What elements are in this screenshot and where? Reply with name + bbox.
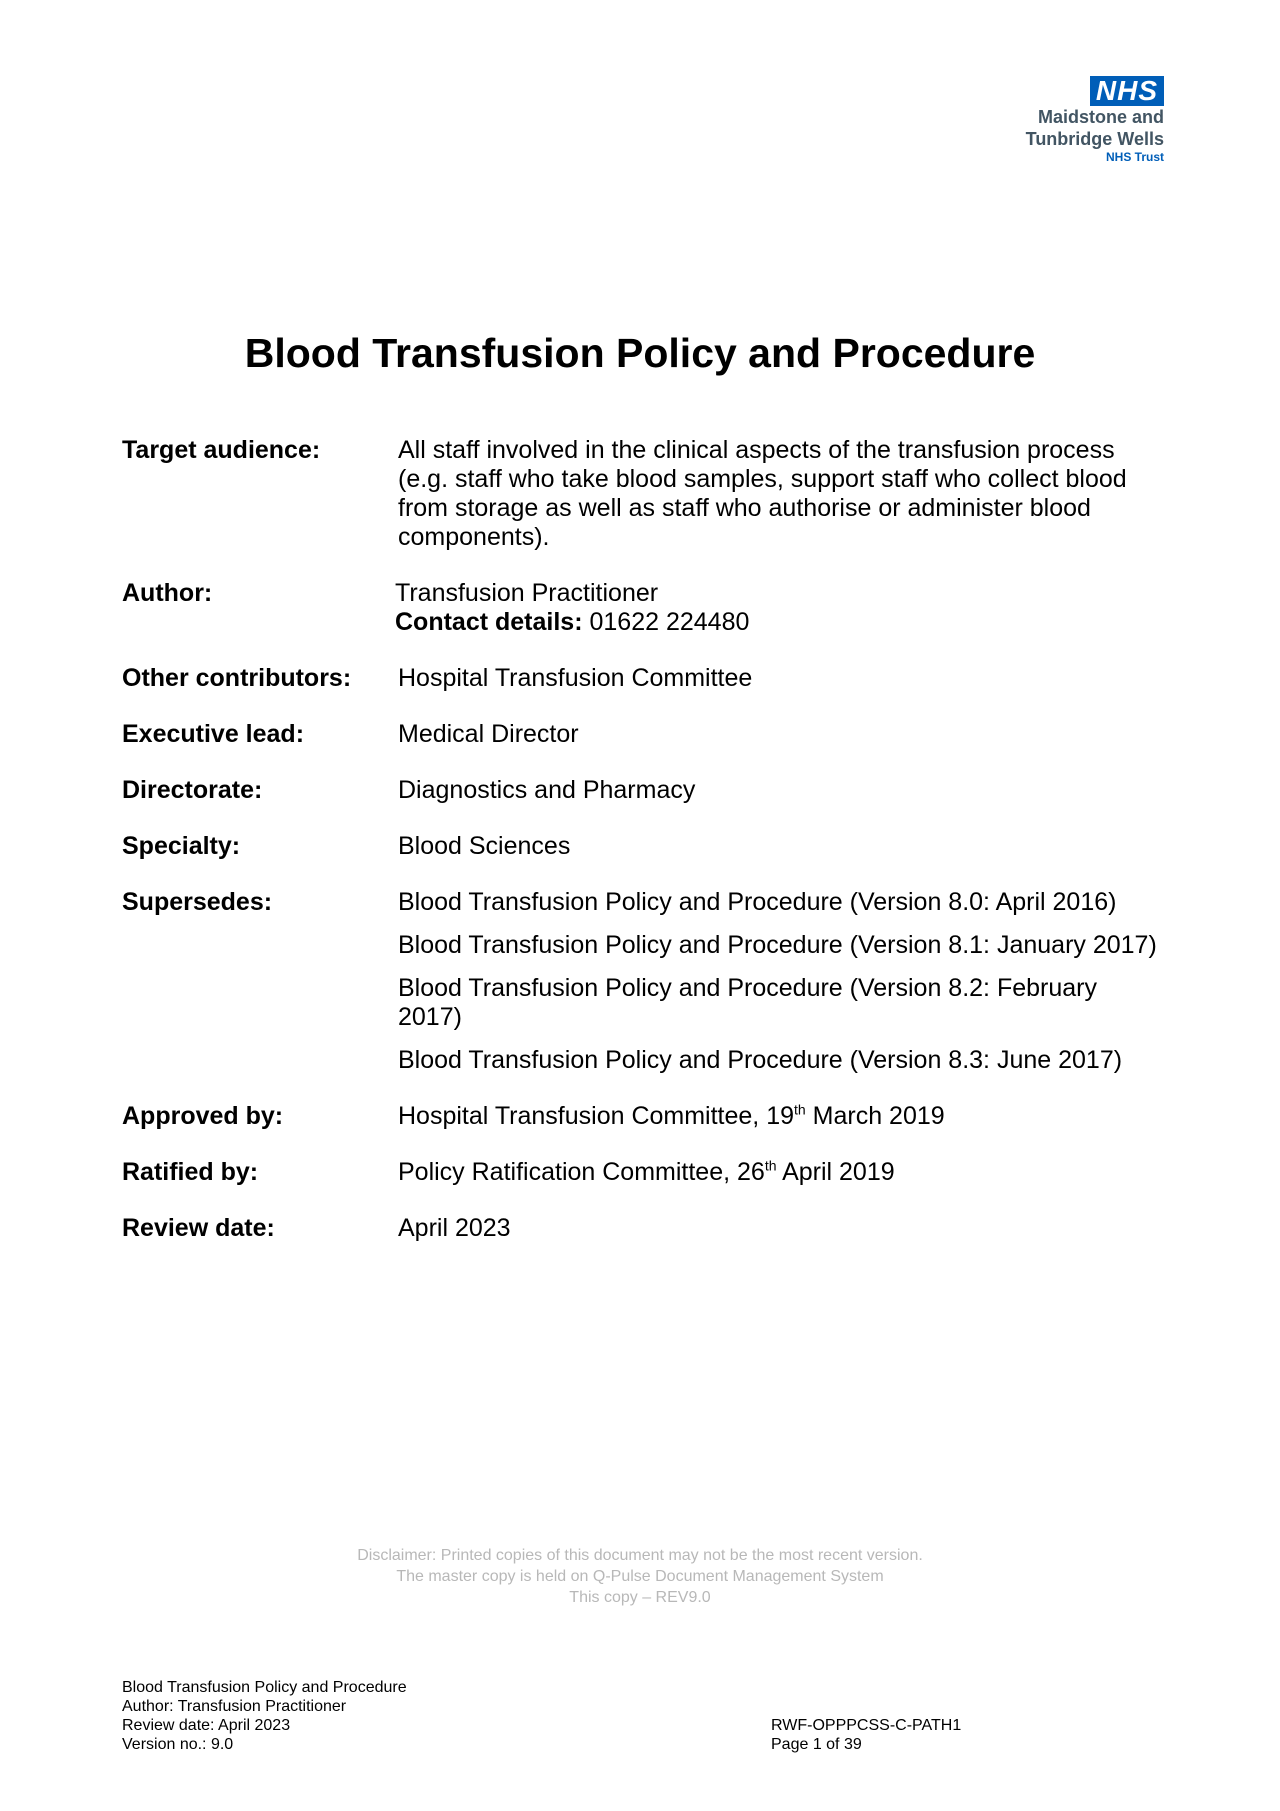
footer-doc-title: Blood Transfusion Policy and Procedure xyxy=(122,1679,407,1696)
approved-by-month: March 2019 xyxy=(805,1102,945,1130)
supersedes-row xyxy=(122,888,1162,1075)
footer-page-number: Page 1 of 39 xyxy=(771,1736,862,1753)
target-audience-value: All staff involved in the clinical aspects of the transfusion process (e.g. staff who take blood samples, support staff who collect blood from storage as well as staff who authorise or administer blood components). xyxy=(398,436,1127,551)
directorate-row xyxy=(122,776,1162,805)
footer-version: Version no.: 9.0 xyxy=(122,1736,234,1753)
nhs-logo-mark: NHS xyxy=(1090,76,1164,106)
author-value: Transfusion Practitioner xyxy=(395,579,659,607)
review-date-label: Review date: xyxy=(122,1214,275,1242)
footer-review-date: Review date: April 2023 xyxy=(122,1717,291,1734)
footer-author: Author: Transfusion Practitioner xyxy=(122,1698,347,1715)
author-row xyxy=(122,579,1162,637)
ratified-by-label: Ratified by: xyxy=(122,1158,259,1186)
directorate-label: Directorate: xyxy=(122,776,263,804)
logo-org-line-1: Maidstone and xyxy=(1037,107,1164,127)
supersedes-item: Blood Transfusion Policy and Procedure (Version 8.0: April 2016) xyxy=(398,888,1117,916)
supersedes-list xyxy=(398,888,1162,1075)
specialty-row xyxy=(122,832,1162,861)
review-date-row xyxy=(122,1214,1162,1243)
other-contributors-label: Other contributors: xyxy=(122,664,352,692)
approved-by-label: Approved by: xyxy=(122,1102,284,1130)
footer-left xyxy=(122,1678,407,1754)
footer-right xyxy=(771,1716,961,1754)
other-contributors-value: Hospital Transfusion Committee xyxy=(398,664,753,692)
contact-details-label: Contact details: xyxy=(395,608,583,636)
document-metadata xyxy=(122,436,1162,1270)
executive-lead-row xyxy=(122,720,1162,749)
ratified-by-value xyxy=(398,1158,1162,1187)
contact-details-value: 01622 224480 xyxy=(589,608,750,636)
ratified-by-text: Policy Ratification Committee, 26 xyxy=(398,1158,765,1186)
supersedes-item: Blood Transfusion Policy and Procedure (Version 8.1: January 2017) xyxy=(398,931,1157,959)
ratified-by-month: April 2019 xyxy=(776,1158,895,1186)
supersedes-item: Blood Transfusion Policy and Procedure (Version 8.2: February 2017) xyxy=(398,974,1097,1031)
approved-by-text: Hospital Transfusion Committee, 19 xyxy=(398,1102,795,1130)
author-label: Author: xyxy=(122,579,213,607)
other-contributors-row xyxy=(122,664,1162,693)
target-audience-label: Target audience: xyxy=(122,436,321,464)
ratified-by-row xyxy=(122,1158,1162,1187)
specialty-value: Blood Sciences xyxy=(398,832,571,860)
disclaimer-line: The master copy is held on Q-Pulse Document Management System xyxy=(396,1568,884,1585)
approved-by-row xyxy=(122,1102,1162,1131)
footer-doc-code: RWF-OPPPCSS-C-PATH1 xyxy=(771,1717,962,1734)
specialty-label: Specialty: xyxy=(122,832,241,860)
approved-by-ordinal: th xyxy=(794,1101,806,1118)
ratified-by-ordinal: th xyxy=(764,1157,777,1174)
supersedes-item: Blood Transfusion Policy and Procedure (Version 8.3: June 2017) xyxy=(398,1046,1123,1074)
contact-details xyxy=(395,608,1162,637)
logo-org-line-3: NHS Trust xyxy=(1105,150,1164,164)
document-title: Blood Transfusion Policy and Procedure xyxy=(244,330,1036,376)
approved-by-value xyxy=(398,1102,1162,1131)
executive-lead-label: Executive lead: xyxy=(122,720,305,748)
nhs-trust-logo xyxy=(964,76,1164,164)
logo-org-line-2: Tunbridge Wells xyxy=(1025,129,1164,149)
disclaimer xyxy=(0,1545,1280,1608)
disclaimer-line: This copy – REV9.0 xyxy=(569,1589,711,1606)
target-audience-row xyxy=(122,436,1162,552)
supersedes-label: Supersedes: xyxy=(122,888,273,916)
review-date-value: April 2023 xyxy=(398,1214,511,1242)
disclaimer-line: Disclaimer: Printed copies of this document may not be the most recent version. xyxy=(357,1547,923,1564)
executive-lead-value: Medical Director xyxy=(398,720,579,748)
directorate-value: Diagnostics and Pharmacy xyxy=(398,776,696,804)
